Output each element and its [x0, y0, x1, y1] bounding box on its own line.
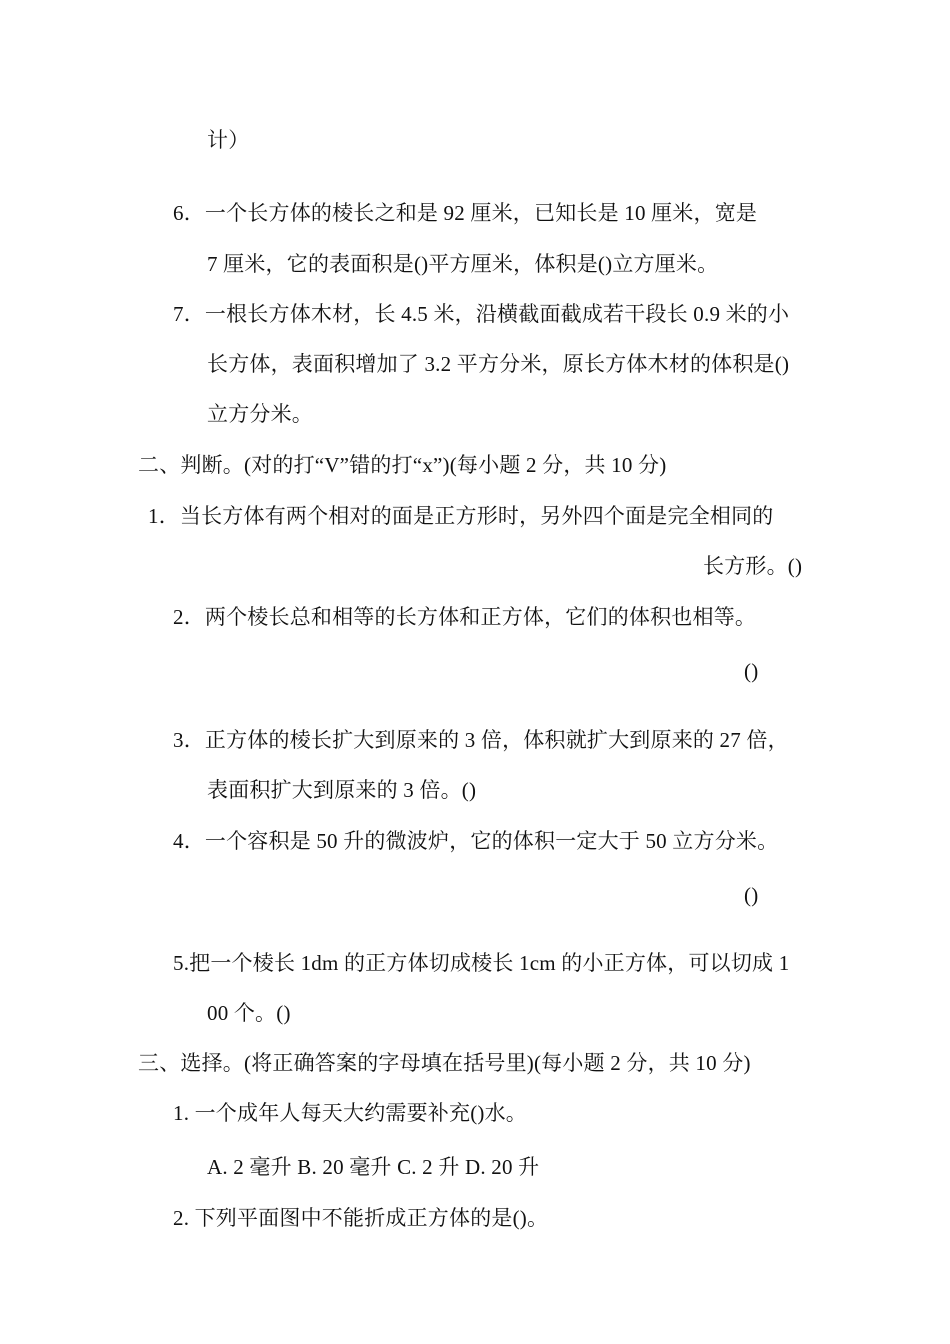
judge-q4-answer-bracket: (): [744, 883, 759, 907]
judge-q3-line2: 表面积扩大到原来的 3 倍。(): [207, 778, 477, 802]
judge-q3-line1: 3．正方体的棱长扩大到原来的 3 倍，体积就扩大到原来的 27 倍，: [173, 728, 789, 752]
fill-q6-line1: 6．一个长方体的棱长之和是 92 厘米，已知长是 10 厘米，宽是: [173, 201, 758, 225]
fill-q6-line2: 7 厘米，它的表面积是()平方厘米，体积是()立方厘米。: [207, 252, 719, 276]
judge-q5-line2: 00 个。(): [207, 1001, 291, 1025]
q5-continuation: 计）: [207, 128, 250, 152]
section-3-heading: 三、选择。(将正确答案的字母填在括号里)(每小题 2 分，共 10 分): [138, 1051, 751, 1075]
choice-q1-options: A. 2 毫升 B. 20 毫升 C. 2 升 D. 20 升: [207, 1155, 540, 1179]
judge-q2-line1: 2．两个棱长总和相等的长方体和正方体，它们的体积也相等。: [173, 605, 757, 629]
judge-q1-line2: 长方形。(): [703, 554, 803, 578]
judge-q1-line1: 1．当长方体有两个相对的面是正方形时，另外四个面是完全相同的: [148, 504, 774, 528]
fill-q7-line1: 7．一根长方体木材，长 4.5 米，沿横截面截成若干段长 0.9 米的小: [173, 302, 790, 326]
choice-q2-stem: 2. 下列平面图中不能折成正方体的是()。: [173, 1206, 549, 1230]
fill-q7-line2: 长方体，表面积增加了 3.2 平方分米，原长方体木材的体积是(): [207, 352, 790, 376]
section-2-heading: 二、判断。(对的打“V”错的打“x”)(每小题 2 分，共 10 分): [138, 453, 667, 477]
judge-q2-answer-bracket: (): [744, 659, 759, 683]
judge-q4-line1: 4．一个容积是 50 升的微波炉，它的体积一定大于 50 立方分米。: [173, 829, 779, 853]
choice-q1-stem: 1. 一个成年人每天大约需要补充()水。: [173, 1101, 527, 1125]
fill-q7-line3: 立方分米。: [207, 402, 313, 426]
judge-q5-line1: 5.把一个棱长 1dm 的正方体切成棱长 1cm 的小正方体，可以切成 1: [173, 951, 790, 975]
